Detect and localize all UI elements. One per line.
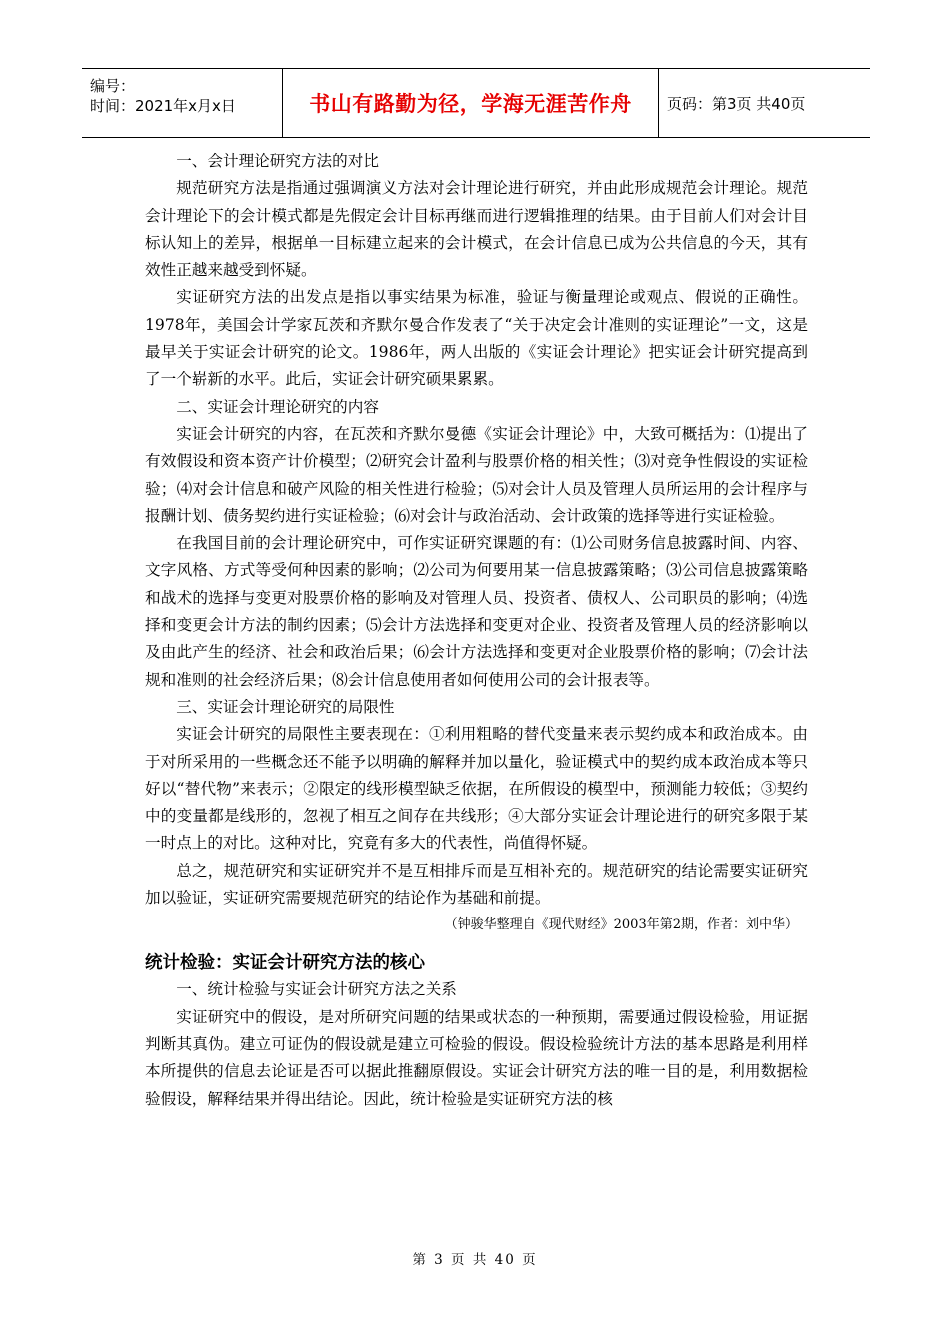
paragraph: 实证会计研究的局限性主要表现在：①利用粗略的替代变量来表示契约成本和政治成本。由于对所采用的一些概念还不能予以明确的解释并加以量化，验证模式中的契约成本政治成本等只好以“替代物”来表示；②限定的线形模型缺乏依据，在所假设的模型中，预测能力较低；③契约中的变量都是线形的，忽视了相互之间存在共线形；④大部分实证会计理论进行的研究多限于某一时点上的对比。这种对比，究竟有多大的代表性，尚值得怀疑。 — [145, 725, 808, 853]
source-citation: （钟骏华整理自《现代财经》2003年第2期，作者：刘中华） — [444, 917, 798, 933]
section-heading-1: 一、会计理论研究方法的对比 — [176, 152, 379, 170]
article-title: 统计检验：实证会计研究方法的核心 — [145, 953, 425, 974]
time-label: 时间：2021年x月x日 — [90, 97, 236, 115]
paragraph: 实证会计研究的内容，在瓦茨和齐默尔曼德《实证会计理论》中，大致可概括为：⑴提出了有效假设和资本资产计价模型；⑵研究会计盈利与股票价格的相关性；⑶对竞争性假设的实证检验；⑷对会计信息和破产风险的相关性进行检验；⑸对会计人员及管理人员所运用的会计程序与报酬计划、债务契约进行实证检验；⑹对会计与政治活动、会计政策的选择等进行实证检验。 — [145, 424, 808, 525]
header-meta-cell — [82, 69, 283, 137]
paragraph: 实证研究方法的出发点是指以事实结果为标准，验证与衡量理论或观点、假说的正确性。1978年，美国会计学家瓦茨和齐默尔曼合作发表了“关于决定会计准则的实证理论”一文，这是最早关于实证会计研究的论文。1986年，两人出版的《实证会计理论》把实证会计研究提高到了一个崭新的水平。此后，实证会计研究硕果累累。 — [145, 288, 808, 389]
page-footer: 第 3 页 共 40 页 — [412, 1252, 538, 1268]
section-heading-2: 二、实证会计理论研究的内容 — [176, 397, 379, 416]
page-info: 页码：第3页 共40页 — [667, 94, 806, 113]
section-heading-4: 一、统计检验与实证会计研究方法之关系 — [176, 980, 457, 999]
document-body — [145, 148, 808, 1113]
motto: 书山有路勤为径，学海无涯苦作舟 — [309, 92, 632, 116]
header-motto-cell — [283, 69, 659, 137]
paragraph: 在我国目前的会计理论研究中，可作实证研究课题的有：⑴公司财务信息披露时间、内容、文字风格、方式等受何种因素的影响；⑵公司为何要用某一信息披露策略；⑶公司信息披露策略和战术的选择与变更对股票价格的影响及对管理人员、投资者、债权人、公司职员的影响；⑷选择和变更会计方法的制约因素；⑸会计方法选择和变更对企业、投资者及管理人员的经济影响以及由此产生的经济、社会和政治后果；⑹会计方法选择和变更对企业股票价格的影响；⑺会计法规和准则的社会经济后果；⑻会计信息使用者如何使用公司的会计报表等。 — [145, 534, 808, 689]
section-heading-3: 三、实证会计理论研究的局限性 — [176, 697, 395, 716]
number-label: 编号： — [90, 77, 136, 95]
page-header — [82, 68, 870, 138]
paragraph: 实证研究中的假设，是对所研究问题的结果或状态的一种预期，需要通过假设检验，用证据判断其真伪。建立可证伪的假设就是建立可检验的假设。假设检验统计方法的基本思路是利用样本所提供的信息去论证是否可以据此推翻原假设。实证会计研究方法的唯一目的是，利用数据检验假设，解释结果并得出结论。因此，统计检验是实证研究方法的核 — [145, 1007, 808, 1108]
paragraph: 规范研究方法是指通过强调演义方法对会计理论进行研究，并由此形成规范会计理论。规范会计理论下的会计模式都是先假定会计目标再继而进行逻辑推理的结果。由于目前人们对会计目标认知上的差异，根据单一目标建立起来的会计模式，在会计信息已成为公共信息的今天，其有效性正越来越受到怀疑。 — [145, 179, 808, 280]
paragraph: 总之，规范研究和实证研究并不是互相排斥而是互相补充的。规范研究的结论需要实证研究加以验证，实证研究需要规范研究的结论作为基础和前提。 — [145, 861, 808, 908]
